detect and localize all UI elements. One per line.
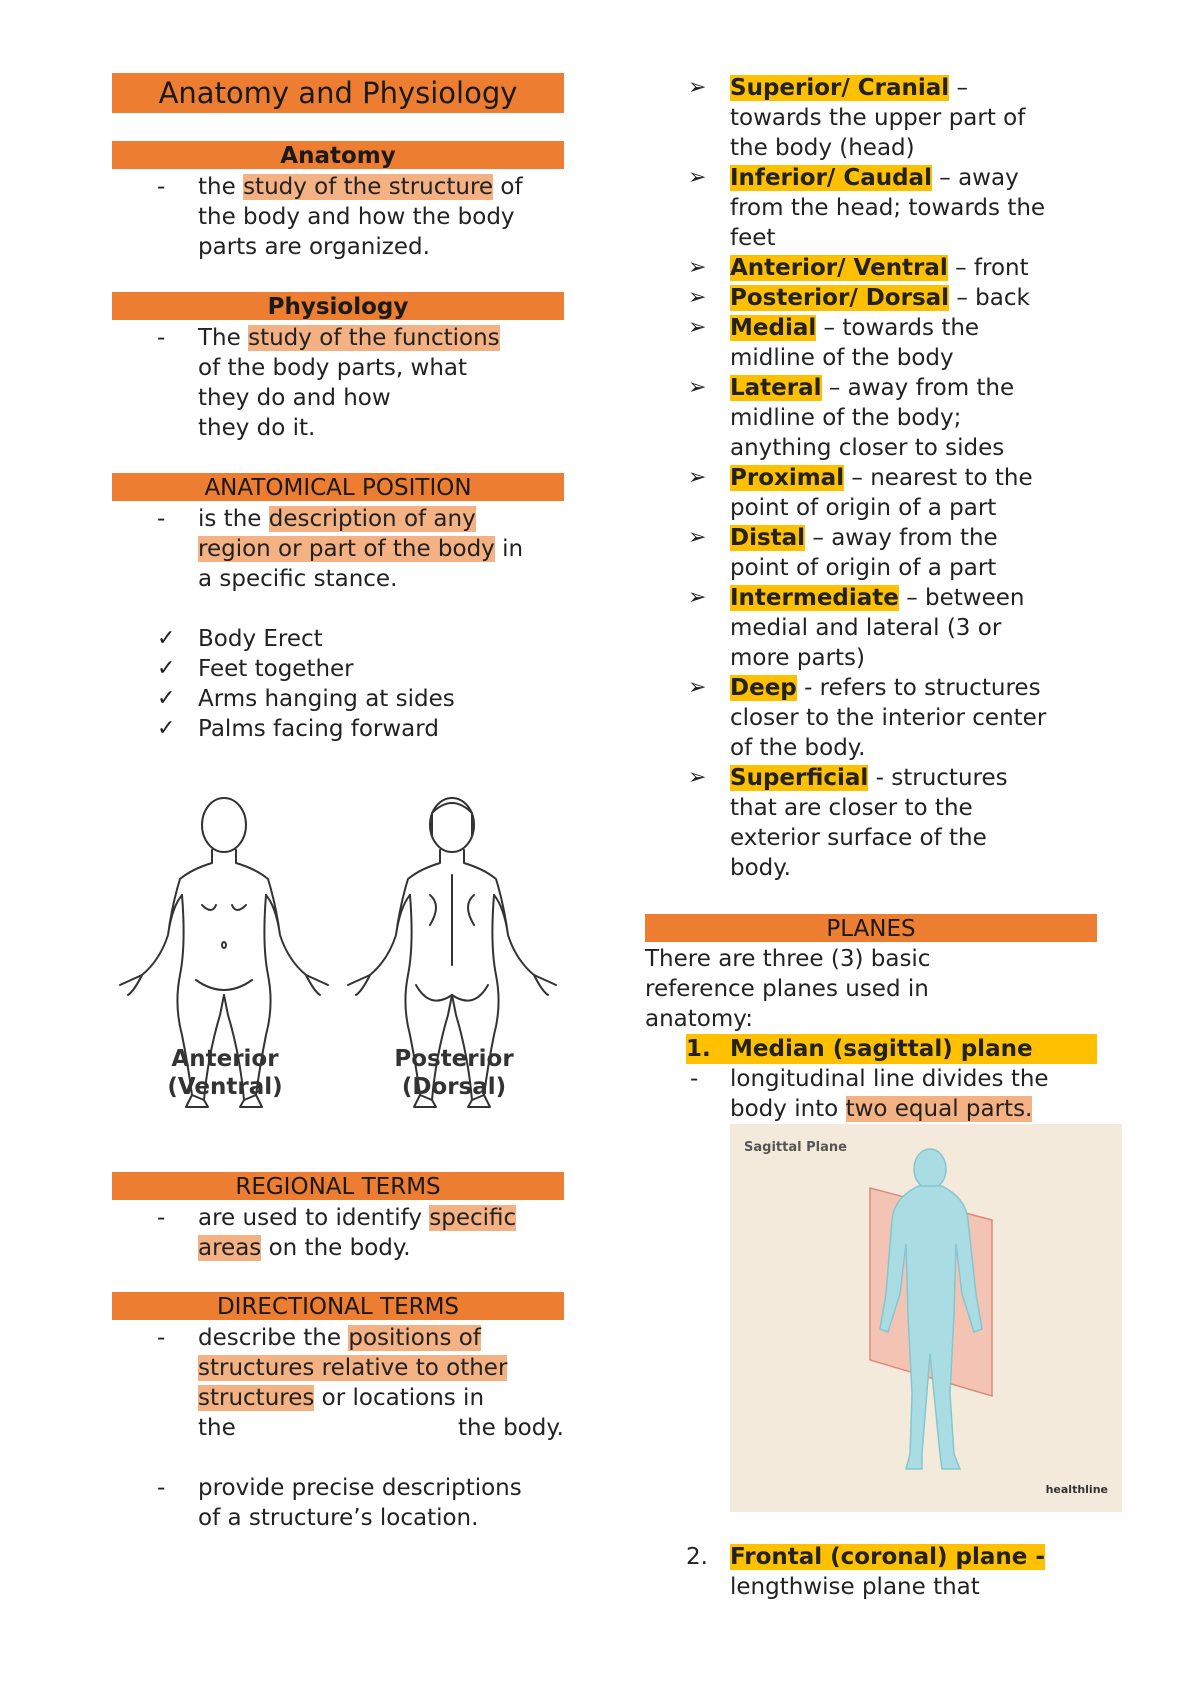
directional-terms-heading: DIRECTIONAL TERMS xyxy=(112,1292,564,1320)
planes-intro-3: anatomy: xyxy=(645,1006,753,1032)
dash-bullet: - xyxy=(157,506,166,532)
arrow-bullet-icon: ➢ xyxy=(688,585,707,610)
term-definition-line: the body (head) xyxy=(730,135,915,161)
physiology-line-4: they do it. xyxy=(198,415,316,441)
term-label: Deep xyxy=(730,675,797,701)
dash-bullet: - xyxy=(690,1066,699,1092)
regional-terms-line-1: are used to identify specific xyxy=(198,1205,517,1231)
term-definition-line: of the body. xyxy=(730,735,866,761)
term-definition-start: – away xyxy=(931,165,1019,191)
arrow-bullet-icon: ➢ xyxy=(688,255,707,280)
document-title: Anatomy and Physiology xyxy=(112,73,564,113)
term-definition-line: that are closer to the xyxy=(730,795,973,821)
term-label: Distal xyxy=(730,525,806,551)
term-definition-line: midline of the body; xyxy=(730,405,962,431)
anatomical-position-line-2: region or part of the body in xyxy=(198,536,524,562)
term-definition-line: anything closer to sides xyxy=(730,435,1005,461)
dash-bullet: - xyxy=(157,1205,166,1231)
planes-intro-1: There are three (3) basic xyxy=(645,946,931,972)
anatomical-position-figure xyxy=(112,795,564,1135)
dash-bullet: - xyxy=(157,174,166,200)
checkmark-icon: ✓ xyxy=(157,686,176,711)
term-line xyxy=(730,163,1019,193)
sagittal-plane-figure xyxy=(730,1124,1122,1512)
directional-terms-line-4-left: the xyxy=(198,1415,236,1441)
term-label: Intermediate xyxy=(730,585,899,611)
check-item: Arms hanging at sides xyxy=(198,686,455,712)
term-label: Medial xyxy=(730,315,817,341)
arrow-bullet-icon: ➢ xyxy=(688,315,707,340)
regional-terms-line-2: areas on the body. xyxy=(198,1235,411,1261)
arrow-bullet-icon: ➢ xyxy=(688,75,707,100)
directional-terms-line-2: structures relative to other xyxy=(198,1355,508,1381)
planes-intro-2: reference planes used in xyxy=(645,976,929,1002)
term-definition-start: – back xyxy=(949,285,1030,311)
term-definition-start: - structures xyxy=(868,765,1008,791)
median-plane-line-1: longitudinal line divides the xyxy=(730,1066,1049,1092)
median-plane-number: 1. xyxy=(686,1036,711,1062)
anatomical-position-heading: ANATOMICAL POSITION xyxy=(112,473,564,501)
frontal-plane-line-1: lengthwise plane that xyxy=(730,1574,980,1600)
median-plane-title: Median (sagittal) plane xyxy=(730,1036,1033,1062)
term-label: Superior/ Cranial xyxy=(730,75,950,101)
term-line xyxy=(730,283,1030,313)
check-item: Palms facing forward xyxy=(198,716,439,742)
directional-terms-line-4: the body. xyxy=(458,1415,564,1441)
checkmark-icon: ✓ xyxy=(157,716,176,741)
checkmark-icon: ✓ xyxy=(157,656,176,681)
term-line xyxy=(730,673,1041,703)
arrow-bullet-icon: ➢ xyxy=(688,165,707,190)
dash-bullet: - xyxy=(157,1325,166,1351)
arrow-bullet-icon: ➢ xyxy=(688,765,707,790)
term-label: Anterior/ Ventral xyxy=(730,255,948,281)
physiology-line-3: they do and how xyxy=(198,385,391,411)
check-item: Body Erect xyxy=(198,626,323,652)
term-label: Posterior/ Dorsal xyxy=(730,285,950,311)
term-definition-start: – away from the xyxy=(821,375,1015,401)
arrow-bullet-icon: ➢ xyxy=(688,675,707,700)
term-label: Inferior/ Caudal xyxy=(730,165,932,191)
directional-terms-line-5: provide precise descriptions xyxy=(198,1475,522,1501)
term-label: Proximal xyxy=(730,465,845,491)
term-definition-start: – front xyxy=(947,255,1029,281)
arrow-bullet-icon: ➢ xyxy=(688,285,707,310)
check-item: Feet together xyxy=(198,656,354,682)
term-definition-line: closer to the interior center xyxy=(730,705,1047,731)
term-definition-line: body. xyxy=(730,855,791,881)
term-definition-start: - refers to structures xyxy=(796,675,1041,701)
term-definition-line: more parts) xyxy=(730,645,866,671)
term-line xyxy=(730,463,1033,493)
term-definition-start: – nearest to the xyxy=(844,465,1033,491)
term-label: Superficial xyxy=(730,765,869,791)
planes-heading: PLANES xyxy=(645,914,1097,942)
term-definition-start: – between xyxy=(898,585,1025,611)
term-line xyxy=(730,253,1029,283)
term-definition-start: – away from the xyxy=(805,525,998,551)
anatomy-heading: Anatomy xyxy=(112,141,564,169)
term-line xyxy=(730,583,1025,613)
healthline-brand: healthline xyxy=(1045,1483,1108,1496)
arrow-bullet-icon: ➢ xyxy=(688,525,707,550)
physiology-line-2: of the body parts, what xyxy=(198,355,468,381)
anterior-label: Anterior xyxy=(171,1046,279,1072)
term-definition-line: midline of the body xyxy=(730,345,954,371)
term-definition-start: – xyxy=(949,75,968,101)
physiology-heading: Physiology xyxy=(112,292,564,320)
term-definition-line: point of origin of a part xyxy=(730,495,997,521)
sagittal-body-illustration xyxy=(730,1124,1122,1512)
checkmark-icon: ✓ xyxy=(157,626,176,651)
anatomy-line-2: the body and how the body xyxy=(198,204,515,230)
directional-terms-line-6: of a structure’s location. xyxy=(198,1505,479,1531)
term-definition-line: from the head; towards the xyxy=(730,195,1046,221)
sagittal-figure-title: Sagittal Plane xyxy=(744,1140,847,1155)
term-line xyxy=(730,523,998,553)
posterior-sublabel: (Dorsal) xyxy=(401,1074,507,1100)
term-line xyxy=(730,73,968,103)
anatomical-position-line-1: is the description of any xyxy=(198,506,476,532)
frontal-plane-title: Frontal (coronal) plane - xyxy=(730,1544,1045,1570)
regional-terms-heading: REGIONAL TERMS xyxy=(112,1172,564,1200)
term-label: Lateral xyxy=(730,375,822,401)
anatomical-position-line-3: a specific stance. xyxy=(198,566,398,592)
term-definition-line: point of origin of a part xyxy=(730,555,997,581)
physiology-line-1: The study of the functions xyxy=(198,325,500,351)
dash-bullet: - xyxy=(157,1475,166,1501)
term-definition-line: exterior surface of the xyxy=(730,825,987,851)
term-line xyxy=(730,763,1008,793)
frontal-plane-number: 2. xyxy=(686,1544,708,1570)
median-plane-line-2: body into two equal parts. xyxy=(730,1096,1033,1122)
posterior-label: Posterior xyxy=(394,1046,514,1072)
term-line xyxy=(730,373,1014,403)
arrow-bullet-icon: ➢ xyxy=(688,375,707,400)
anterior-sublabel: (Ventral) xyxy=(167,1074,283,1100)
term-definition-line: towards the upper part of xyxy=(730,105,1026,131)
dash-bullet: - xyxy=(157,325,166,351)
anatomy-line-1: the study of the structure of xyxy=(198,174,523,200)
term-definition-line: medial and lateral (3 or xyxy=(730,615,1002,641)
directional-terms-line-1: describe the positions of xyxy=(198,1325,481,1351)
anatomy-line-3: parts are organized. xyxy=(198,234,430,260)
term-definition-start: – towards the xyxy=(816,315,980,341)
directional-terms-line-3: structures or locations in xyxy=(198,1385,485,1411)
arrow-bullet-icon: ➢ xyxy=(688,465,707,490)
term-definition-line: feet xyxy=(730,225,776,251)
term-line xyxy=(730,313,979,343)
